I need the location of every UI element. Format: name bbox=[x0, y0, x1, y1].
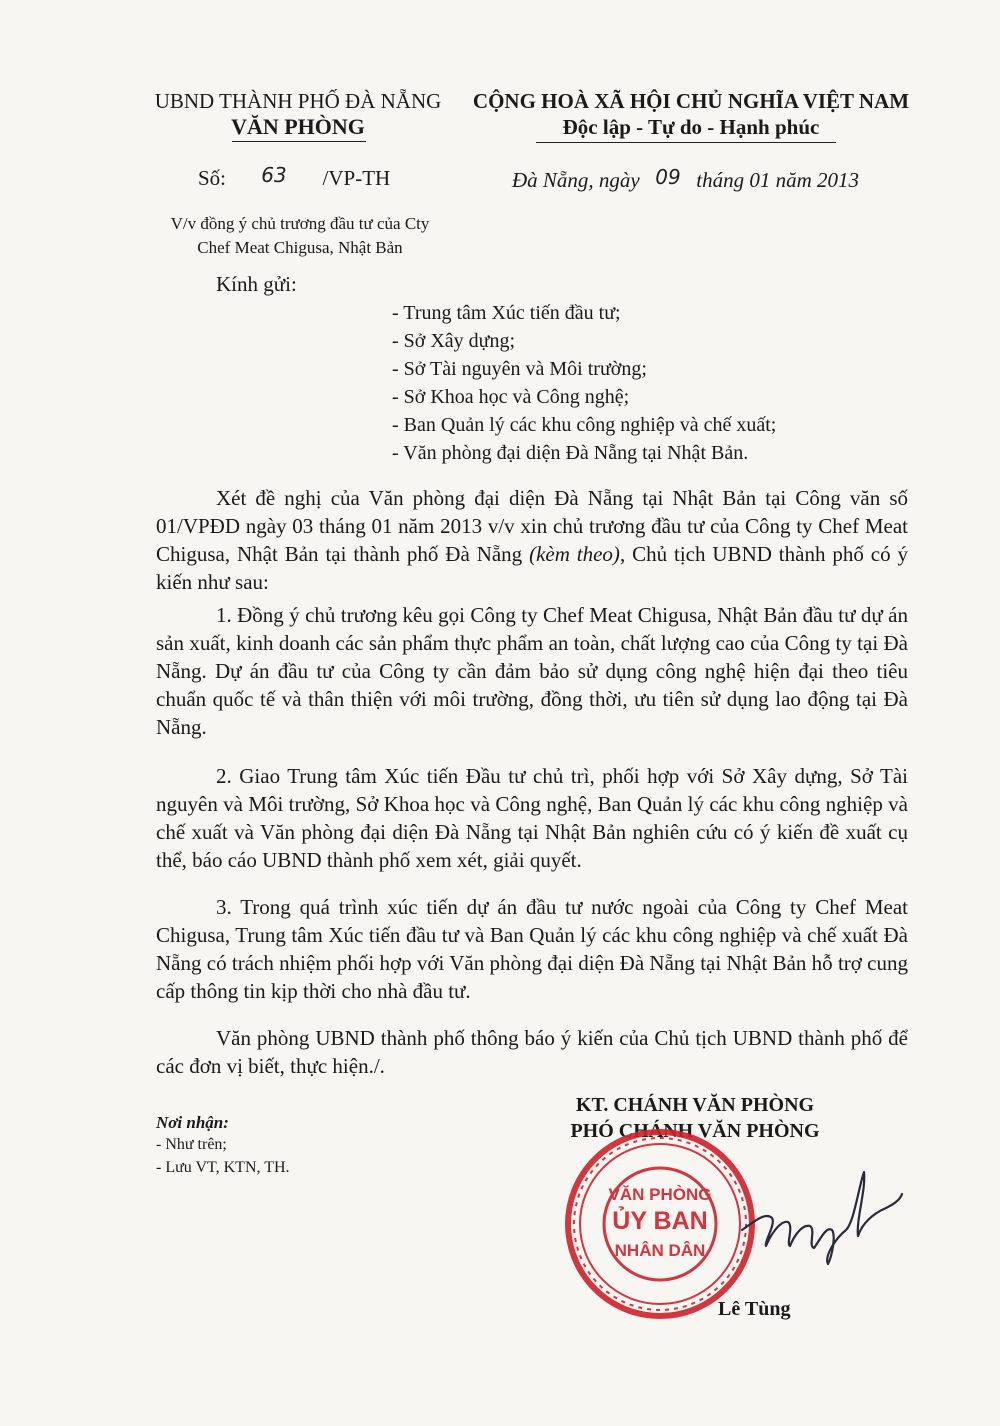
distribution-note bbox=[156, 1112, 290, 1180]
official-seal bbox=[560, 1124, 760, 1324]
recipient-item: - Sở Xây dựng; bbox=[392, 330, 516, 352]
distribution-title: Nơi nhận: bbox=[156, 1113, 229, 1132]
intro-text-1: Xét đề nghị của Văn phòng đại diện Đà Nẵng tại Nhật Bản tại Công văn số 01/VPĐD ngày 03 tháng 01 năm 2013 v/v xin chủ trương đầu tư của Công ty Chef Meat Chigusa, Nhật Bản tại thành phố Đà Nẵng bbox=[156, 486, 908, 566]
item-paragraph: 3. Trong quá trình xúc tiến dự án đầu tư nước ngoài của Công ty Chef Meat Chigusa, Trung tâm Xúc tiến đầu tư và Ban Quản lý các khu công nghiệp và chế xuất Đà Nẵng có trách nhiệm phối hợp với Văn phòng đại diện Đà Nẵng tại Nhật Bản hỗ trợ cung cấp thông tin kịp thời cho nhà đầu tư. bbox=[156, 895, 908, 1003]
motto: Độc lập - Tự do - Hạnh phúc bbox=[562, 115, 820, 139]
recipient-item: - Ban Quản lý các khu công nghiệp và chế xuất; bbox=[392, 414, 777, 436]
intro-paragraph bbox=[156, 484, 908, 596]
date-day: 09 bbox=[655, 165, 681, 189]
motto-underline bbox=[536, 142, 836, 143]
doc-number-suffix: /VP-TH bbox=[322, 166, 391, 190]
seal-text-line2: ỦY BAN bbox=[612, 1207, 708, 1235]
subject-line-2: Chef Meat Chigusa, Nhật Bản bbox=[197, 238, 403, 257]
closing-paragraph: Văn phòng UBND thành phố thông báo ý kiến của Chủ tịch UBND thành phố để các đơn vị biết, thực hiện./. bbox=[156, 1026, 908, 1078]
seal-text-line1: VĂN PHÒNG bbox=[608, 1185, 712, 1204]
recipient-item: - Văn phòng đại diện Đà Nẵng tại Nhật Bản. bbox=[392, 442, 749, 464]
signer-title-1: KT. CHÁNH VĂN PHÒNG bbox=[575, 1094, 815, 1116]
signer-title-2: PHÓ CHÁNH VĂN PHÒNG bbox=[570, 1120, 820, 1142]
doc-number bbox=[198, 163, 391, 191]
distribution-line: - Lưu VT, KTN, TH. bbox=[156, 1159, 290, 1176]
subject bbox=[150, 212, 450, 260]
office-underline bbox=[232, 141, 366, 142]
intro-attachment: (kèm theo) bbox=[529, 542, 620, 566]
handwritten-signature bbox=[736, 1160, 906, 1270]
subject-line-1: V/v đồng ý chủ trương đầu tư của Cty bbox=[170, 214, 430, 233]
distribution-line: - Như trên; bbox=[156, 1136, 227, 1153]
office-name: VĂN PHÒNG bbox=[231, 114, 365, 139]
intro-text-2: , Chủ tịch UBND thành phố có ý kiến như sau: bbox=[156, 542, 908, 594]
national-motto bbox=[462, 88, 920, 140]
nation-name: CỘNG HOÀ XÃ HỘI CHỦ NGHĨA VIỆT NAM bbox=[472, 89, 910, 113]
recipient-item: - Sở Tài nguyên và Môi trường; bbox=[392, 358, 647, 380]
doc-number-value: 63 bbox=[261, 163, 287, 187]
recipient-list bbox=[392, 299, 776, 467]
recipient-item: - Trung tâm Xúc tiến đầu tư; bbox=[392, 302, 621, 324]
date-place: Đà Nẵng, ngày bbox=[512, 168, 640, 192]
recipient-item: - Sở Khoa học và Công nghệ; bbox=[392, 386, 630, 408]
date-rest: tháng 01 năm 2013 bbox=[696, 168, 859, 192]
item-paragraph: 1. Đồng ý chủ trương kêu gọi Công ty Chef Meat Chigusa, Nhật Bản đầu tư dự án sản xuất, kinh doanh các sản phẩm thực phẩm an toàn, chất lượng cao của Công ty tại Đà Nẵng. Dự án đầu tư của Công ty cần đảm bảo sử dụng công nghệ hiện đại theo tiêu chuẩn quốc tế và thân thiện với môi trường, đồng thời, ưu tiên sử dụng lao động tại Đà Nẵng. bbox=[156, 603, 908, 739]
seal-text-line3: NHÂN DÂN bbox=[614, 1241, 706, 1260]
issue-date bbox=[512, 165, 859, 193]
signer-name: Lê Tùng bbox=[718, 1298, 791, 1320]
issuing-org bbox=[140, 88, 456, 140]
org-name: UBND THÀNH PHỐ ĐÀ NẴNG bbox=[154, 89, 442, 113]
doc-number-label: Số: bbox=[198, 166, 227, 190]
greeting: Kính gửi: bbox=[216, 272, 297, 296]
item-paragraph: 2. Giao Trung tâm Xúc tiến Đầu tư chủ trì, phối hợp với Sở Xây dựng, Sở Tài nguyên và Môi trường, Sở Khoa học và Công nghệ, Ban Quản lý các khu công nghiệp và chế xuất và Văn phòng đại diện Đà Nẵng tại Nhật Bản nghiên cứu có ý kiến đề xuất cụ thể, báo cáo UBND thành phố xem xét, giải quyết. bbox=[156, 764, 908, 872]
